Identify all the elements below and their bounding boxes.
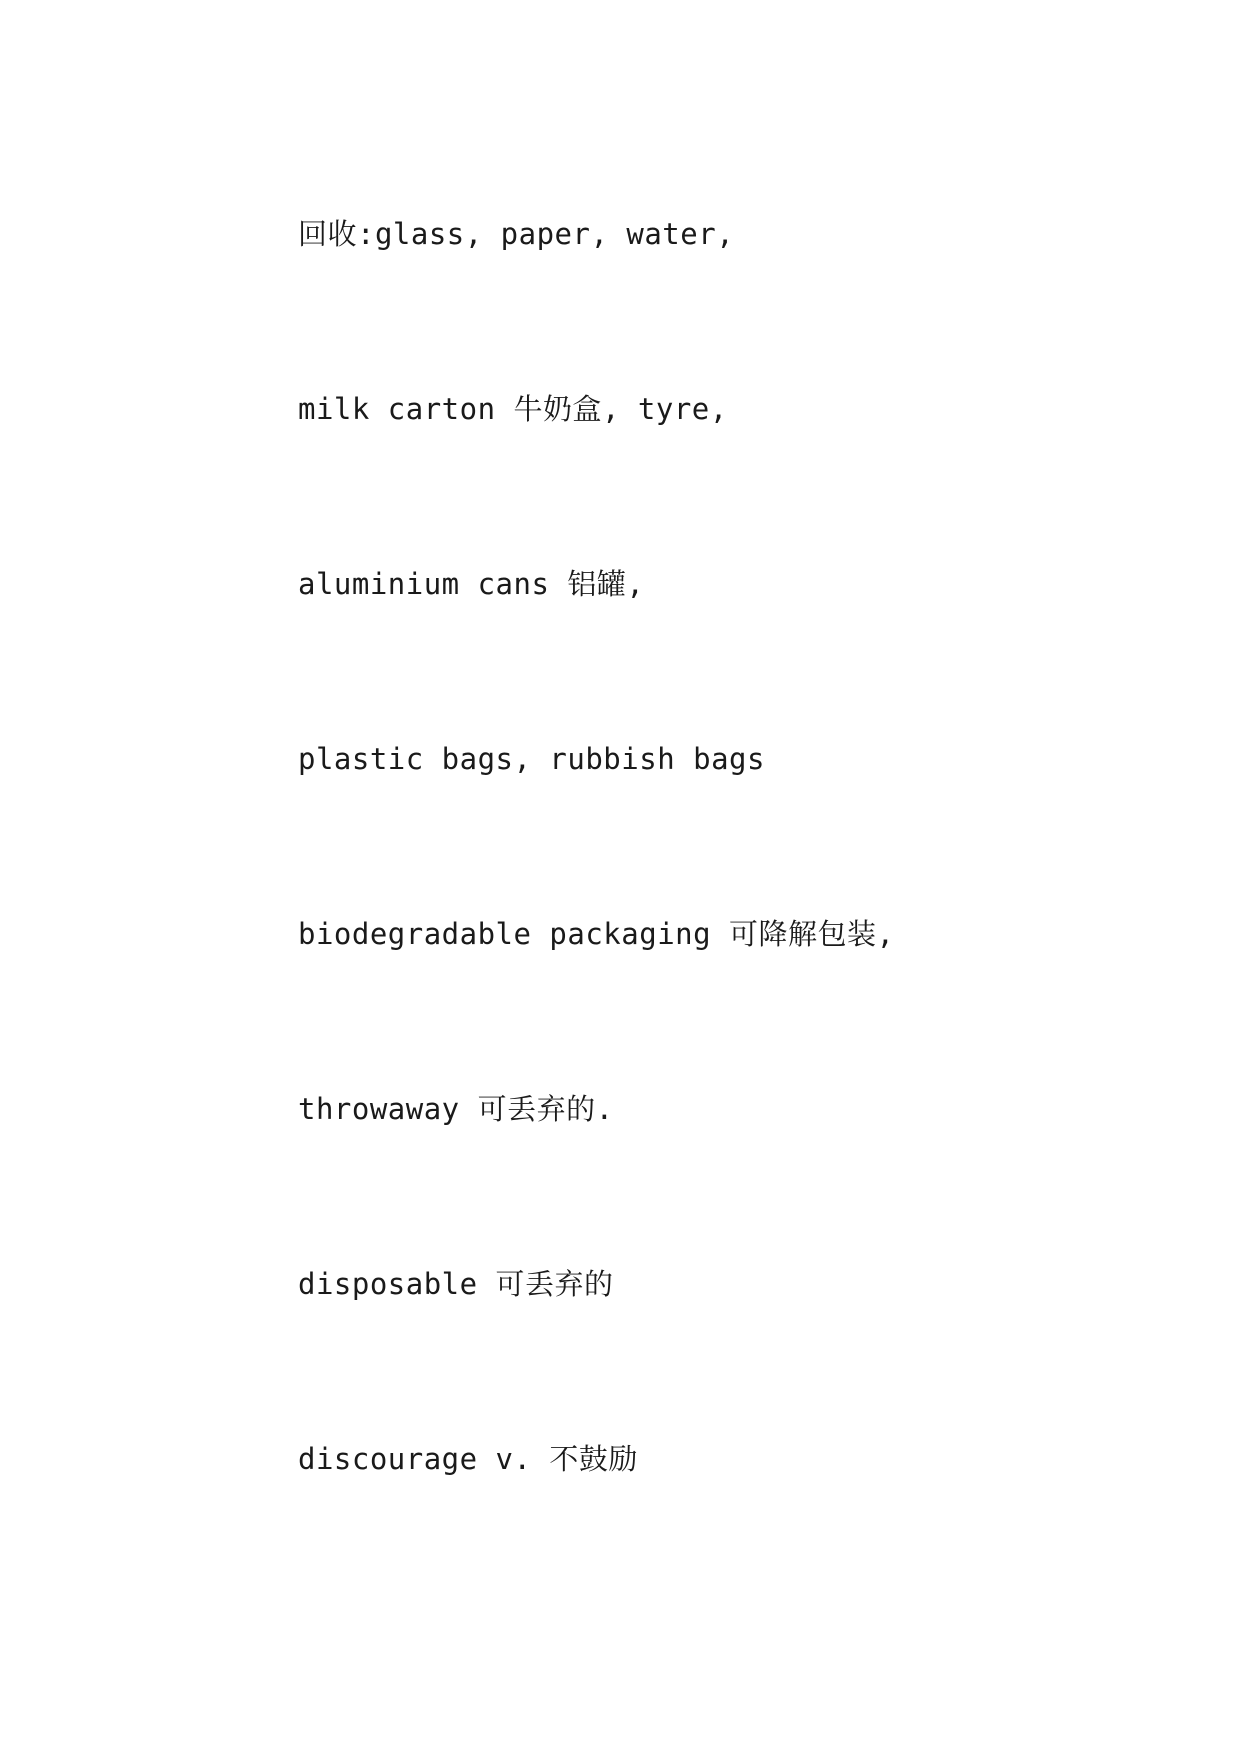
vocab-line-plastic-bags: plastic bags, rubbish bags: [298, 742, 765, 776]
vocab-line-disposable: disposable 可丢弃的: [298, 1267, 614, 1301]
vocab-line-milk-carton: milk carton 牛奶盒, tyre,: [298, 392, 728, 426]
vocab-line-throwaway: throwaway 可丢弃的.: [298, 1092, 614, 1126]
vocabulary-list: [298, 218, 1121, 1618]
vocab-line-discourage: discourage v. 不鼓励: [298, 1442, 638, 1476]
vocab-line-biodegradable: biodegradable packaging 可降解包装,: [298, 917, 895, 951]
vocab-line-recycle: 回收:glass, paper, water,: [298, 217, 735, 251]
vocab-line-aluminium-cans: aluminium cans 铝罐,: [298, 567, 645, 601]
